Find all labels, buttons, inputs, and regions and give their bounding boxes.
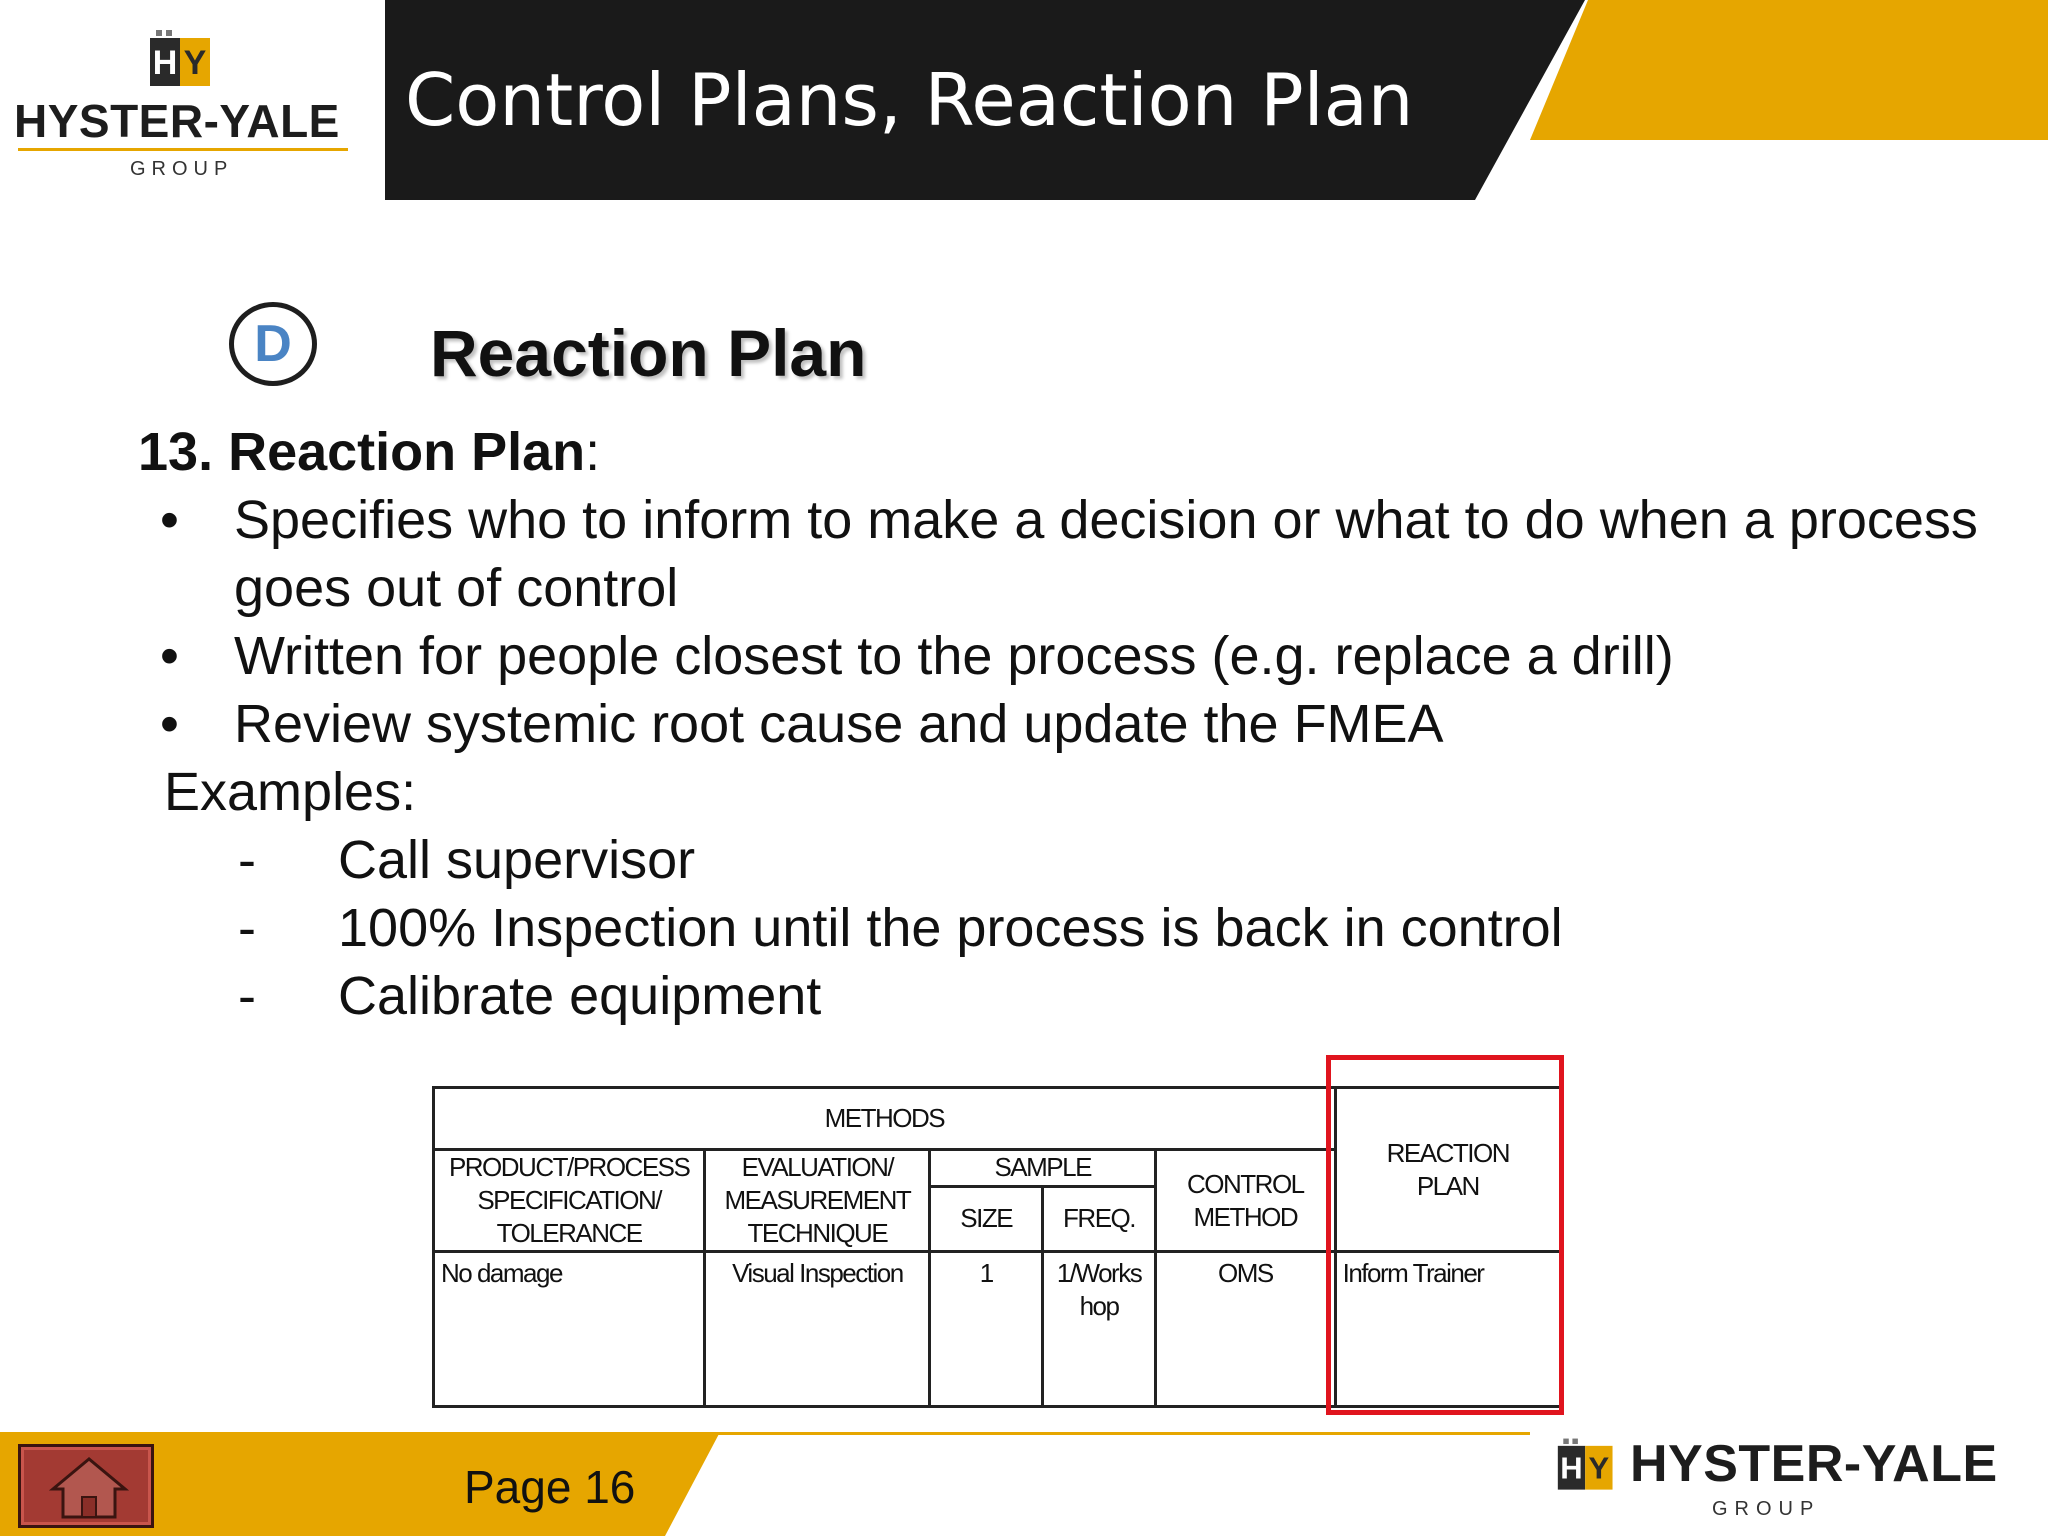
example-item: - Call supervisor xyxy=(238,826,2014,894)
example-item: - Calibrate equipment xyxy=(238,962,2014,1030)
logo-brand-text: HYSTER-YALE xyxy=(14,95,340,147)
spec-header: PRODUCT/PROCESS SPECIFICATION/ TOLERANCE xyxy=(434,1150,705,1252)
svg-text:Y: Y xyxy=(1588,1450,1610,1486)
heading-bold: 13. Reaction Plan xyxy=(138,422,586,482)
cell-eval: Visual Inspection xyxy=(705,1252,930,1407)
logo-brand-text: HYSTER-YALE xyxy=(1630,1435,1998,1493)
cell-control: OMS xyxy=(1156,1252,1336,1407)
dash-icon: - xyxy=(238,966,256,1026)
example-item: - 100% Inspection until the process is back in control xyxy=(238,894,2014,962)
logo-rule xyxy=(18,148,348,151)
eval-header: EVALUATION/ MEASUREMENT TECHNIQUE xyxy=(705,1150,930,1252)
hyster-yale-mark-icon xyxy=(148,30,216,88)
freq-header: FREQ. xyxy=(1042,1186,1155,1251)
cell-size: 1 xyxy=(930,1252,1043,1407)
cell-freq: 1/Workshop xyxy=(1042,1252,1155,1407)
section-title: Reaction Plan xyxy=(430,316,867,390)
content-body xyxy=(138,418,2014,1030)
home-button[interactable] xyxy=(18,1444,154,1528)
dash-icon: - xyxy=(238,898,256,958)
methods-header: METHODS xyxy=(434,1088,1336,1150)
bullet-dot-icon: • xyxy=(160,626,179,686)
examples-label: Examples: xyxy=(164,762,417,822)
dash-icon: - xyxy=(238,830,256,890)
heading-suffix: : xyxy=(585,422,601,482)
reaction-plan-highlight xyxy=(1326,1055,1564,1415)
footer-logo xyxy=(1550,1428,2010,1528)
bullet-dot-icon: • xyxy=(160,490,179,550)
logo-group-text: GROUP xyxy=(130,158,234,180)
cell-spec: No damage xyxy=(434,1252,705,1407)
home-icon xyxy=(49,1455,129,1521)
content-heading xyxy=(138,418,2014,486)
cell-reaction: Inform Trainer xyxy=(1335,1252,1560,1407)
bullet-item: • Review systemic root cause and update the FMEA xyxy=(160,690,2014,758)
svg-text:H: H xyxy=(1560,1450,1583,1486)
logo-group-text: GROUP xyxy=(1712,1498,1821,1520)
svg-text:H: H xyxy=(152,44,178,82)
bullet-list xyxy=(138,486,2014,758)
page-number: Page 16 xyxy=(464,1461,636,1513)
reaction-plan-header: REACTION PLAN xyxy=(1335,1088,1560,1252)
bullet-item: • Written for people closest to the process (e.g. replace a drill) xyxy=(160,622,2014,690)
hyster-yale-mark-icon xyxy=(1556,1438,1618,1492)
bullet-item: • Specifies who to inform to make a decision or what to do when a process goes out of control xyxy=(160,486,2014,622)
bullet-dot-icon: • xyxy=(160,694,179,754)
header-logo xyxy=(0,0,385,200)
sample-header: SAMPLE xyxy=(930,1150,1156,1187)
size-header: SIZE xyxy=(930,1186,1043,1251)
svg-text:Y: Y xyxy=(183,44,207,82)
control-method-header: CONTROL METHOD xyxy=(1156,1150,1336,1252)
header-accent-stripe xyxy=(1530,0,2048,140)
section-badge: D xyxy=(229,302,317,386)
footer-rule xyxy=(715,1432,1530,1435)
examples-list xyxy=(138,826,2014,1030)
page-title: Control Plans, Reaction Plan xyxy=(405,58,1414,142)
